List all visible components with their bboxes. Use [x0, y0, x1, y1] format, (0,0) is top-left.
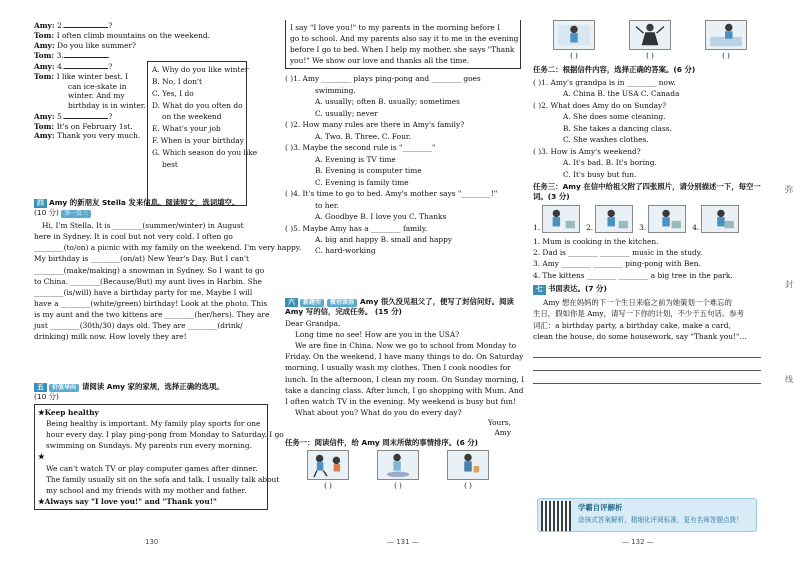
rule-line: swimming on Sundays. My parents run every morning.	[46, 441, 252, 451]
option-item: D. What do you often do	[152, 100, 243, 110]
dialog-text: 3.	[56, 51, 64, 61]
photo-image	[701, 205, 739, 233]
page-number: — 132 —	[622, 538, 654, 546]
speaker: Amy:	[34, 131, 58, 141]
section-number: 七	[533, 285, 546, 294]
option-item: B. No, I don't	[152, 76, 202, 86]
question-line: A. big and happy B. small and happy	[315, 235, 453, 244]
qr-banner[interactable]	[537, 498, 757, 532]
task-two-line: ( )3. How is Amy's weekend?	[533, 146, 641, 156]
page-132	[533, 20, 761, 384]
speaker: Tom:	[34, 71, 57, 81]
dialog-text: It's on February 1st.	[56, 121, 133, 131]
question-line: C. Evening is family time	[315, 177, 409, 187]
dialog-end: ?	[108, 111, 113, 121]
speaker: Amy:	[34, 62, 58, 72]
question-line: ( )5. Maybe Amy has a ________ family.	[285, 223, 428, 233]
letter-line: What about you? What do you do every day?	[295, 407, 462, 417]
section-number: 六	[285, 298, 298, 307]
passage-line: ________(make/making) a snowman in Sydney. So I want to go	[34, 265, 265, 275]
picture-1	[307, 450, 349, 491]
question-line: ( )2. How many rules are there in Amy's family?	[285, 120, 465, 130]
question-line: ( )1. Amy ________ plays ping-pong and ________ goes	[285, 74, 481, 84]
question-line: C. hard-working	[315, 246, 376, 256]
question-line: to her.	[315, 200, 339, 210]
letter-closing: Yours,	[487, 417, 511, 427]
photo-item	[533, 205, 580, 233]
letter-signature: Amy	[494, 427, 511, 437]
dialog-text: 5.	[57, 111, 65, 121]
section-tag: 举一反三	[61, 210, 91, 218]
letter-line: Long time no see! How are you in the USA?	[295, 330, 460, 340]
answer-paren[interactable]: ( )	[570, 51, 578, 60]
choice-questions	[285, 73, 521, 257]
question-line: A. Two. B. Three. C. Four.	[315, 131, 411, 141]
rule-line: hour every day. I play ping-pong from Monday to Saturday. I go	[46, 430, 284, 440]
dialog-text: Do you like summer?	[57, 40, 136, 50]
box-text-line: I say "I love you!" to my parents in the morning before I	[290, 23, 501, 32]
section-score: (15 分)	[374, 307, 402, 317]
dialog-text: birthday is in winter.	[68, 101, 146, 111]
page-130	[34, 20, 302, 506]
qr-text: 涂抹式答案解析，精细化评阅标准，更有名师答题点拨！	[578, 516, 743, 524]
option-item: E. What's your job	[152, 124, 221, 134]
question-line: B. Evening is computer time	[315, 166, 422, 176]
passage-line: ________(is/will) have a birthday party for me. Maybe I will	[34, 287, 253, 297]
box-text-line: you!" We show our love and thanks all the time.	[290, 56, 470, 66]
letter	[285, 318, 525, 418]
section-number: 四	[34, 199, 47, 208]
kids-running-image	[307, 450, 349, 480]
section-seven-heading	[533, 284, 761, 294]
passage-line: ________(to/on) a picnic with my family on the weekend. I'm very happy.	[34, 243, 302, 253]
passage-line: to China. ________(Because/But) my aunt lives in Harbin. She	[34, 276, 262, 286]
task-two-line: C. She washes clothes.	[563, 135, 649, 145]
task-two-line: A. It's bad. B. It's boring.	[563, 158, 657, 168]
binding-mark-1: 弥	[785, 185, 793, 194]
question-line: ( )4. It's time to go to bed. Amy's mother says "________!"	[285, 189, 498, 199]
girl-shopping-image	[447, 450, 489, 480]
girl-cleaning-image	[553, 20, 595, 50]
dialog-end: ?	[108, 62, 113, 72]
photo-number: 4.	[692, 222, 700, 232]
task-two-questions	[533, 77, 761, 180]
letter-line: We are fine in China. Now we go to school from Monday to	[295, 341, 517, 351]
task-three-line: 1. Mum is cooking in the kitchen.	[533, 236, 659, 246]
rule-line: my school and my friends with my mother and father.	[46, 485, 247, 495]
letter-line: lunch. In the afternoon, I clean my room. On Sunday morning, I	[285, 374, 525, 384]
dialog-end: ?	[108, 21, 113, 30]
rule-line: The family usually sit on the sofa and talk. I usually talk about	[46, 474, 280, 484]
answer-paren[interactable]: ( )	[394, 482, 402, 491]
binding-mark-2: 封	[785, 280, 793, 289]
answer-blank[interactable]	[64, 20, 108, 28]
question-line: ( )3. Maybe the second rule is "________"	[285, 143, 436, 153]
dialog-text: 2.	[57, 21, 65, 30]
photo-number: 1.	[533, 222, 541, 232]
girl-cooking-image	[705, 20, 747, 50]
photo-item	[586, 205, 633, 233]
family-rules-box	[34, 404, 284, 510]
picture-2	[377, 450, 419, 491]
passage-line: just ________(30th/30) days old. They are ________(drink/	[34, 321, 243, 331]
letter-line: Friday. On the weekend, I have many things to do. On Saturday	[285, 352, 524, 362]
section-four	[34, 198, 302, 342]
passage-line: here in Sydney. It is cool but not very cold. I often go	[34, 232, 233, 242]
answer-blank[interactable]	[64, 111, 108, 119]
page-131	[285, 20, 525, 491]
task-three-line: 2. Dad is ________ ________ music in the study.	[533, 247, 703, 257]
task-two-line: B. She takes a dancing class.	[563, 123, 672, 133]
picture-6	[705, 20, 747, 61]
option-item: A. Why do you like winter	[152, 65, 249, 74]
passage-line: drinking) milk now. How lovely they are!	[34, 332, 187, 342]
speaker: Amy:	[34, 40, 58, 50]
question-line: A. Goodbye B. I love you C. Thanks	[315, 212, 447, 222]
box-text-line: go to school. And my parents also say it to me in the evening	[290, 34, 519, 44]
rule-line: ★Always say "I love you!" and "Thank you!"	[38, 496, 217, 506]
answer-blank[interactable]	[64, 61, 108, 69]
dialog-line	[34, 50, 268, 61]
option-item: G. Which season do you like	[152, 147, 258, 157]
dialog-line	[34, 41, 268, 51]
photo-image	[648, 205, 686, 233]
photo-number: 2.	[586, 222, 594, 232]
section-title: 书面表达。(7 分)	[548, 284, 607, 294]
rule-line: ★Keep healthy	[38, 408, 99, 417]
letter-line: take a dancing class. After lunch, I go shopping with Mum. And	[285, 385, 524, 395]
writing-area[interactable]	[533, 345, 761, 384]
binding-mark-3: 线	[785, 375, 793, 384]
writing-prompt	[533, 297, 761, 343]
task-two-line: A. She does some cleaning.	[563, 112, 666, 122]
photo-item	[692, 205, 739, 233]
options-box	[147, 61, 258, 206]
task-three-title: 任务三：Amy 在信中给祖父附了四张照片，请分别描述一下，每空一词。(3 分)	[533, 181, 761, 201]
task-three-sentences	[533, 236, 761, 282]
photo-number: 3.	[639, 222, 647, 232]
page-number: — 131 —	[387, 538, 419, 546]
dialog-end: .	[107, 51, 111, 61]
section-title: Amy 很久没见祖父了，便写了封信问好。阅读 Amy 写的信，完成任务。	[285, 297, 514, 317]
picture-3	[447, 450, 489, 491]
section-tag-2: 微信读信	[327, 299, 357, 307]
question-line: A. Evening is TV time	[315, 154, 396, 164]
answer-paren[interactable]: ( )	[464, 482, 472, 491]
passage-line: My birthday is ________(on/at) New Year's Day. But I can't	[34, 254, 249, 264]
rules-continued-box	[285, 20, 521, 69]
answer-paren[interactable]: ( )	[646, 51, 654, 60]
photo-item	[639, 205, 686, 233]
question-line: C. usually; never	[315, 108, 378, 118]
task-one-pictures-continued	[533, 20, 761, 61]
prompt-line: 生日，假如你是 Amy，请写一下你的计划，不少于五句话。参考	[533, 309, 745, 319]
section-score: (10 分)	[34, 208, 59, 218]
option-item: C. Yes, I do	[152, 88, 194, 98]
qr-code-image[interactable]	[541, 501, 571, 531]
section-tag: 新题型	[300, 299, 324, 307]
section-title: Amy 的新朋友 Stella 发来信息。阅读短文，选词填空。	[49, 198, 240, 207]
task-two-line: A. China B. the USA C. Canada	[563, 89, 680, 99]
speaker: Amy:	[34, 111, 58, 121]
photo-image	[542, 205, 580, 233]
girl-washing-image	[377, 450, 419, 480]
speaker: Tom:	[34, 121, 57, 131]
dialog-text: Thank you very much.	[57, 131, 141, 141]
task-three-line: 3. Amy ________ ________ ping-pong with Ben.	[533, 259, 701, 269]
picture-4	[553, 20, 595, 61]
answer-paren[interactable]: ( )	[722, 51, 730, 60]
option-item: F. When is your birthday	[152, 136, 244, 146]
task-three-pictures	[533, 205, 761, 233]
section-number: 五	[34, 383, 47, 392]
dialog-text: can ice-skate in	[68, 81, 127, 91]
girl-dancing-image	[629, 20, 671, 50]
section-six	[285, 297, 525, 491]
question-line: A. usually; often B. usually; sometimes	[315, 97, 460, 107]
rule-line: ★	[38, 452, 45, 462]
task-three-line: 4. The kittens ________ ________ a big tree in the park.	[533, 270, 733, 280]
task-two-line: ( )1. Amy's grandpa is in ________ now.	[533, 77, 676, 87]
picture-5	[629, 20, 671, 61]
passage-line: Hi, I'm Stella. It is ________(summer/winter) in August	[42, 221, 244, 231]
dialog-text: I like winter best. I	[56, 71, 129, 81]
speaker: Tom:	[34, 51, 57, 61]
prompt-line: Amy 想在妈妈的下一个生日来临之前为她策划一个难忘的	[543, 297, 732, 307]
question-line: swimming.	[315, 85, 356, 95]
task-one-pictures	[285, 450, 521, 491]
dialog-line	[34, 31, 268, 41]
letter-line: morning, I usually wash my clothes. Then I cook noodles for	[285, 363, 511, 373]
dialog-text: winter. And my	[68, 91, 125, 101]
letter-line: I often watch TV in the evening. My weekend is busy but fun!	[285, 396, 516, 406]
rule-line: We can't watch TV or play computer games after dinner.	[46, 463, 258, 473]
section-score: (10 分)	[34, 392, 59, 402]
page-number: 130	[145, 538, 159, 546]
photo-image	[595, 205, 633, 233]
section-five	[34, 382, 284, 510]
dialog-line	[34, 20, 268, 31]
option-item: best	[162, 159, 178, 169]
prompt-line: 词汇：a birthday party, a birthday cake, make a card,	[533, 320, 731, 330]
section-title: 请阅读 Amy 家的家规，选择正确的选项。	[82, 382, 224, 391]
passage-line: have a ________(white/green) birthday! Look at the photo. This	[34, 298, 268, 308]
rule-line: Being healthy is important. My family play sports for one	[46, 419, 261, 429]
answer-blank[interactable]	[64, 50, 111, 61]
speaker: Amy:	[34, 21, 58, 30]
section-tag: 价值导向	[49, 384, 79, 392]
answer-paren[interactable]: ( )	[324, 482, 332, 491]
speaker: Tom:	[34, 30, 57, 40]
prompt-line: clean the house, do some housework, say "Thank you!"…	[533, 332, 747, 342]
box-text-line: before I go to bed. When I help my mother, she says "Thank	[290, 45, 515, 55]
passage-line: is my aunt and the two kittens are ________(her/hers). They are	[34, 310, 270, 320]
qr-title: 学霸自评解析	[578, 503, 623, 512]
task-two-line: C. It's busy but fun.	[563, 169, 637, 179]
dialog-text: 4.	[57, 62, 65, 72]
dialog-text: I often climb mountains on the weekend.	[56, 30, 210, 40]
task-two-line: ( )2. What does Amy do on Sunday?	[533, 100, 667, 110]
option-item: on the weekend	[162, 112, 222, 122]
letter-line: Dear Grandpa,	[285, 319, 341, 328]
task-two-title: 任务二：根据信件内容，选择正确的答案。(6 分)	[533, 65, 696, 74]
passage	[34, 220, 302, 342]
task-one-title: 任务一：阅读信件，给 Amy 周末所做的事情排序。(6 分)	[285, 437, 479, 447]
